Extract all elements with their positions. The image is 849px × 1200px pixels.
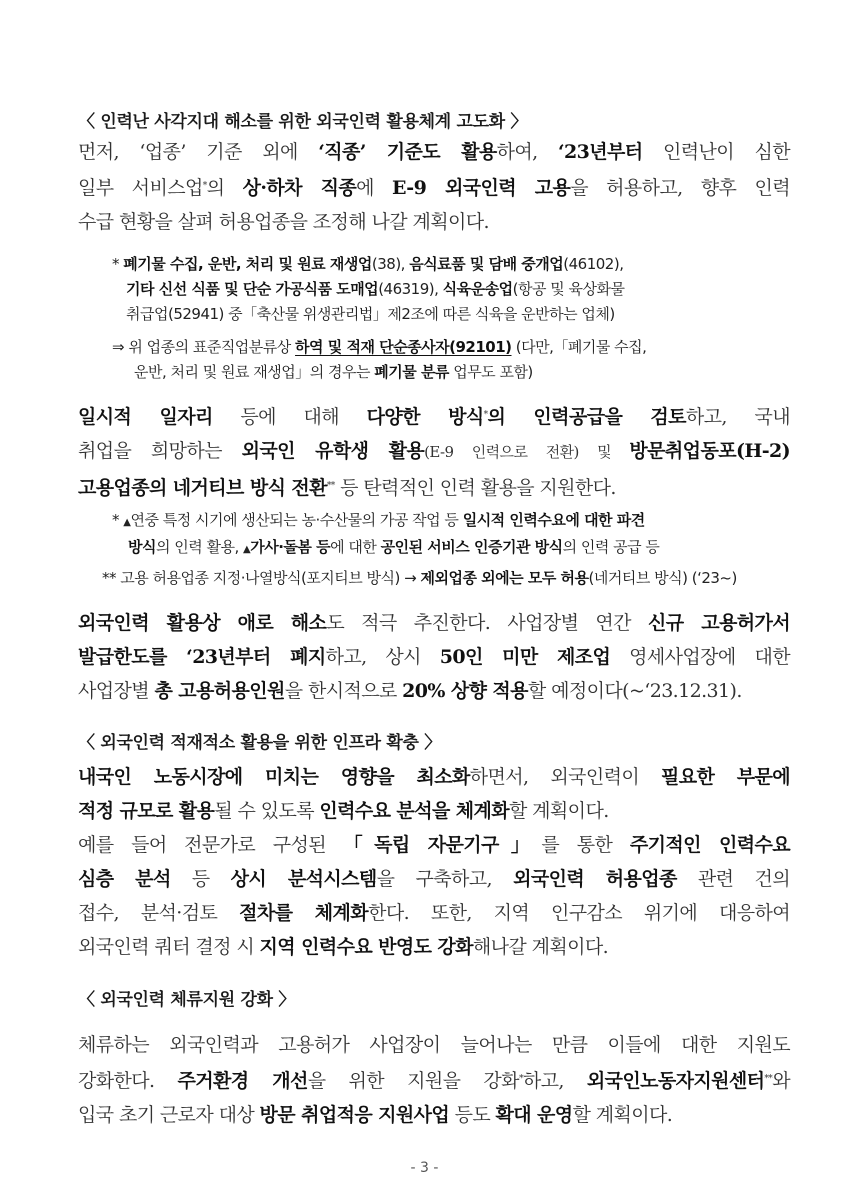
section-heading: 〈 외국인력 적재적소 활용을 위한 인프라 확충 〉: [78, 733, 441, 753]
paragraph: 내국인 노동시장에 미치는 영향을 최소화하면서, 외국인력이 필요한 부문에 적정 규모로 활용될 수 있도록 인력수요 분석을 체계화할 계획이다.: [78, 766, 790, 822]
footnote-arrow: ⇒ 위 업종의 표준직업분류상 하역 및 적재 단순종사자(92101) (다만,「폐기물 수집, 운반, 처리 및 원료 재생업」의 경우는 폐기물 분류 업무도 포함): [112, 338, 647, 381]
triangle-bullet-icon: ▲: [123, 517, 131, 528]
paragraph: 외국인력 활용상 애로 해소도 적극 추진한다. 사업장별 연간 신규 고용허가서 발급한도를 ‘23년부터 폐지하고, 상시 50인 미만 제조업 영세사업장에 대한 사업장별 총 고용허용인원을 한시적으로 20% 상향 적용할 예정이다(~‘23.12.31).: [78, 612, 791, 702]
paragraph: 먼저, ‘업종’ 기준 외에 ‘직종’ 기준도 활용하여, ‘23년부터 인력난이 심한 일부 서비스업*의 상·하차 직종에 E-9 외국인력 고용을 허용하고, 향후 인력 수급 현황을 살펴 허용업종을 조정해 나갈 계획이다.: [78, 141, 790, 233]
paragraph: 일시적 일자리 등에 대해 다양한 방식*의 인력공급을 검토하고, 국내 취업을 희망하는 외국인 유학생 활용(E-9 인력으로 전환) 및 방문취업동포(H-2) 고용업종의 네거티브 방식 전환** 등 탄력적인 인력 활용을 지원한다.: [78, 406, 790, 499]
page-number: - 3 -: [410, 1160, 439, 1176]
footnote: * 폐기물 수집, 운반, 처리 및 원료 재생업(38), 음식료품 및 담배 중개업(46102), 기타 신선 식품 및 단순 가공식품 도매업(46319), 식육운송업(항공 및 육상화물 취급업(52941) 중「축산물 위생관리법」제2조에 따른 식육을 운반하는 업체): [112, 255, 625, 323]
section-heading: 〈 인력난 사각지대 해소를 위한 외국인력 활용체계 고도화 〉: [78, 112, 528, 132]
paragraph: 예를 들어 전문가로 구성된 「독립 자문기구」를 통한 주기적인 인력수요 심층 분석 등 상시 분석시스템을 구축하고, 외국인력 허용업종 관련 건의 접수, 분석·검토 절차를 체계화한다. 또한, 지역 인구감소 위기에 대응하여 외국인력 쿼터 결정 시 지역 인력수요 반영도 강화해나갈 계획이다.: [78, 834, 791, 958]
triangle-bullet-icon: ▲: [243, 544, 251, 555]
section-heading: 〈 외국인력 체류지원 강화 〉: [78, 990, 296, 1010]
footnote: * ▲연중 특정 시기에 생산되는 농·수산물의 가공 작업 등 일시적 인력수요에 대한 파견 방식의 인력 활용, ▲가사·돌봄 등에 대한 공인된 서비스 인증기관 방식의 인력 공급 등 ** 고용 허용업종 지정·나열방식(포지티브 방식) → 제외업종 외에는 모두 허용(네거티브 방식) (‘23~): [102, 511, 737, 587]
paragraph: 체류하는 외국인력과 고용허가 사업장이 늘어나는 만큼 이들에 대한 지원도 강화한다. 주거환경 개선을 위한 지원을 강화*하고, 외국인노동자지원센터**와 입국 초기 근로자 대상 방문 취업적응 지원사업 등도 확대 운영할 계획이다.: [78, 1034, 790, 1126]
